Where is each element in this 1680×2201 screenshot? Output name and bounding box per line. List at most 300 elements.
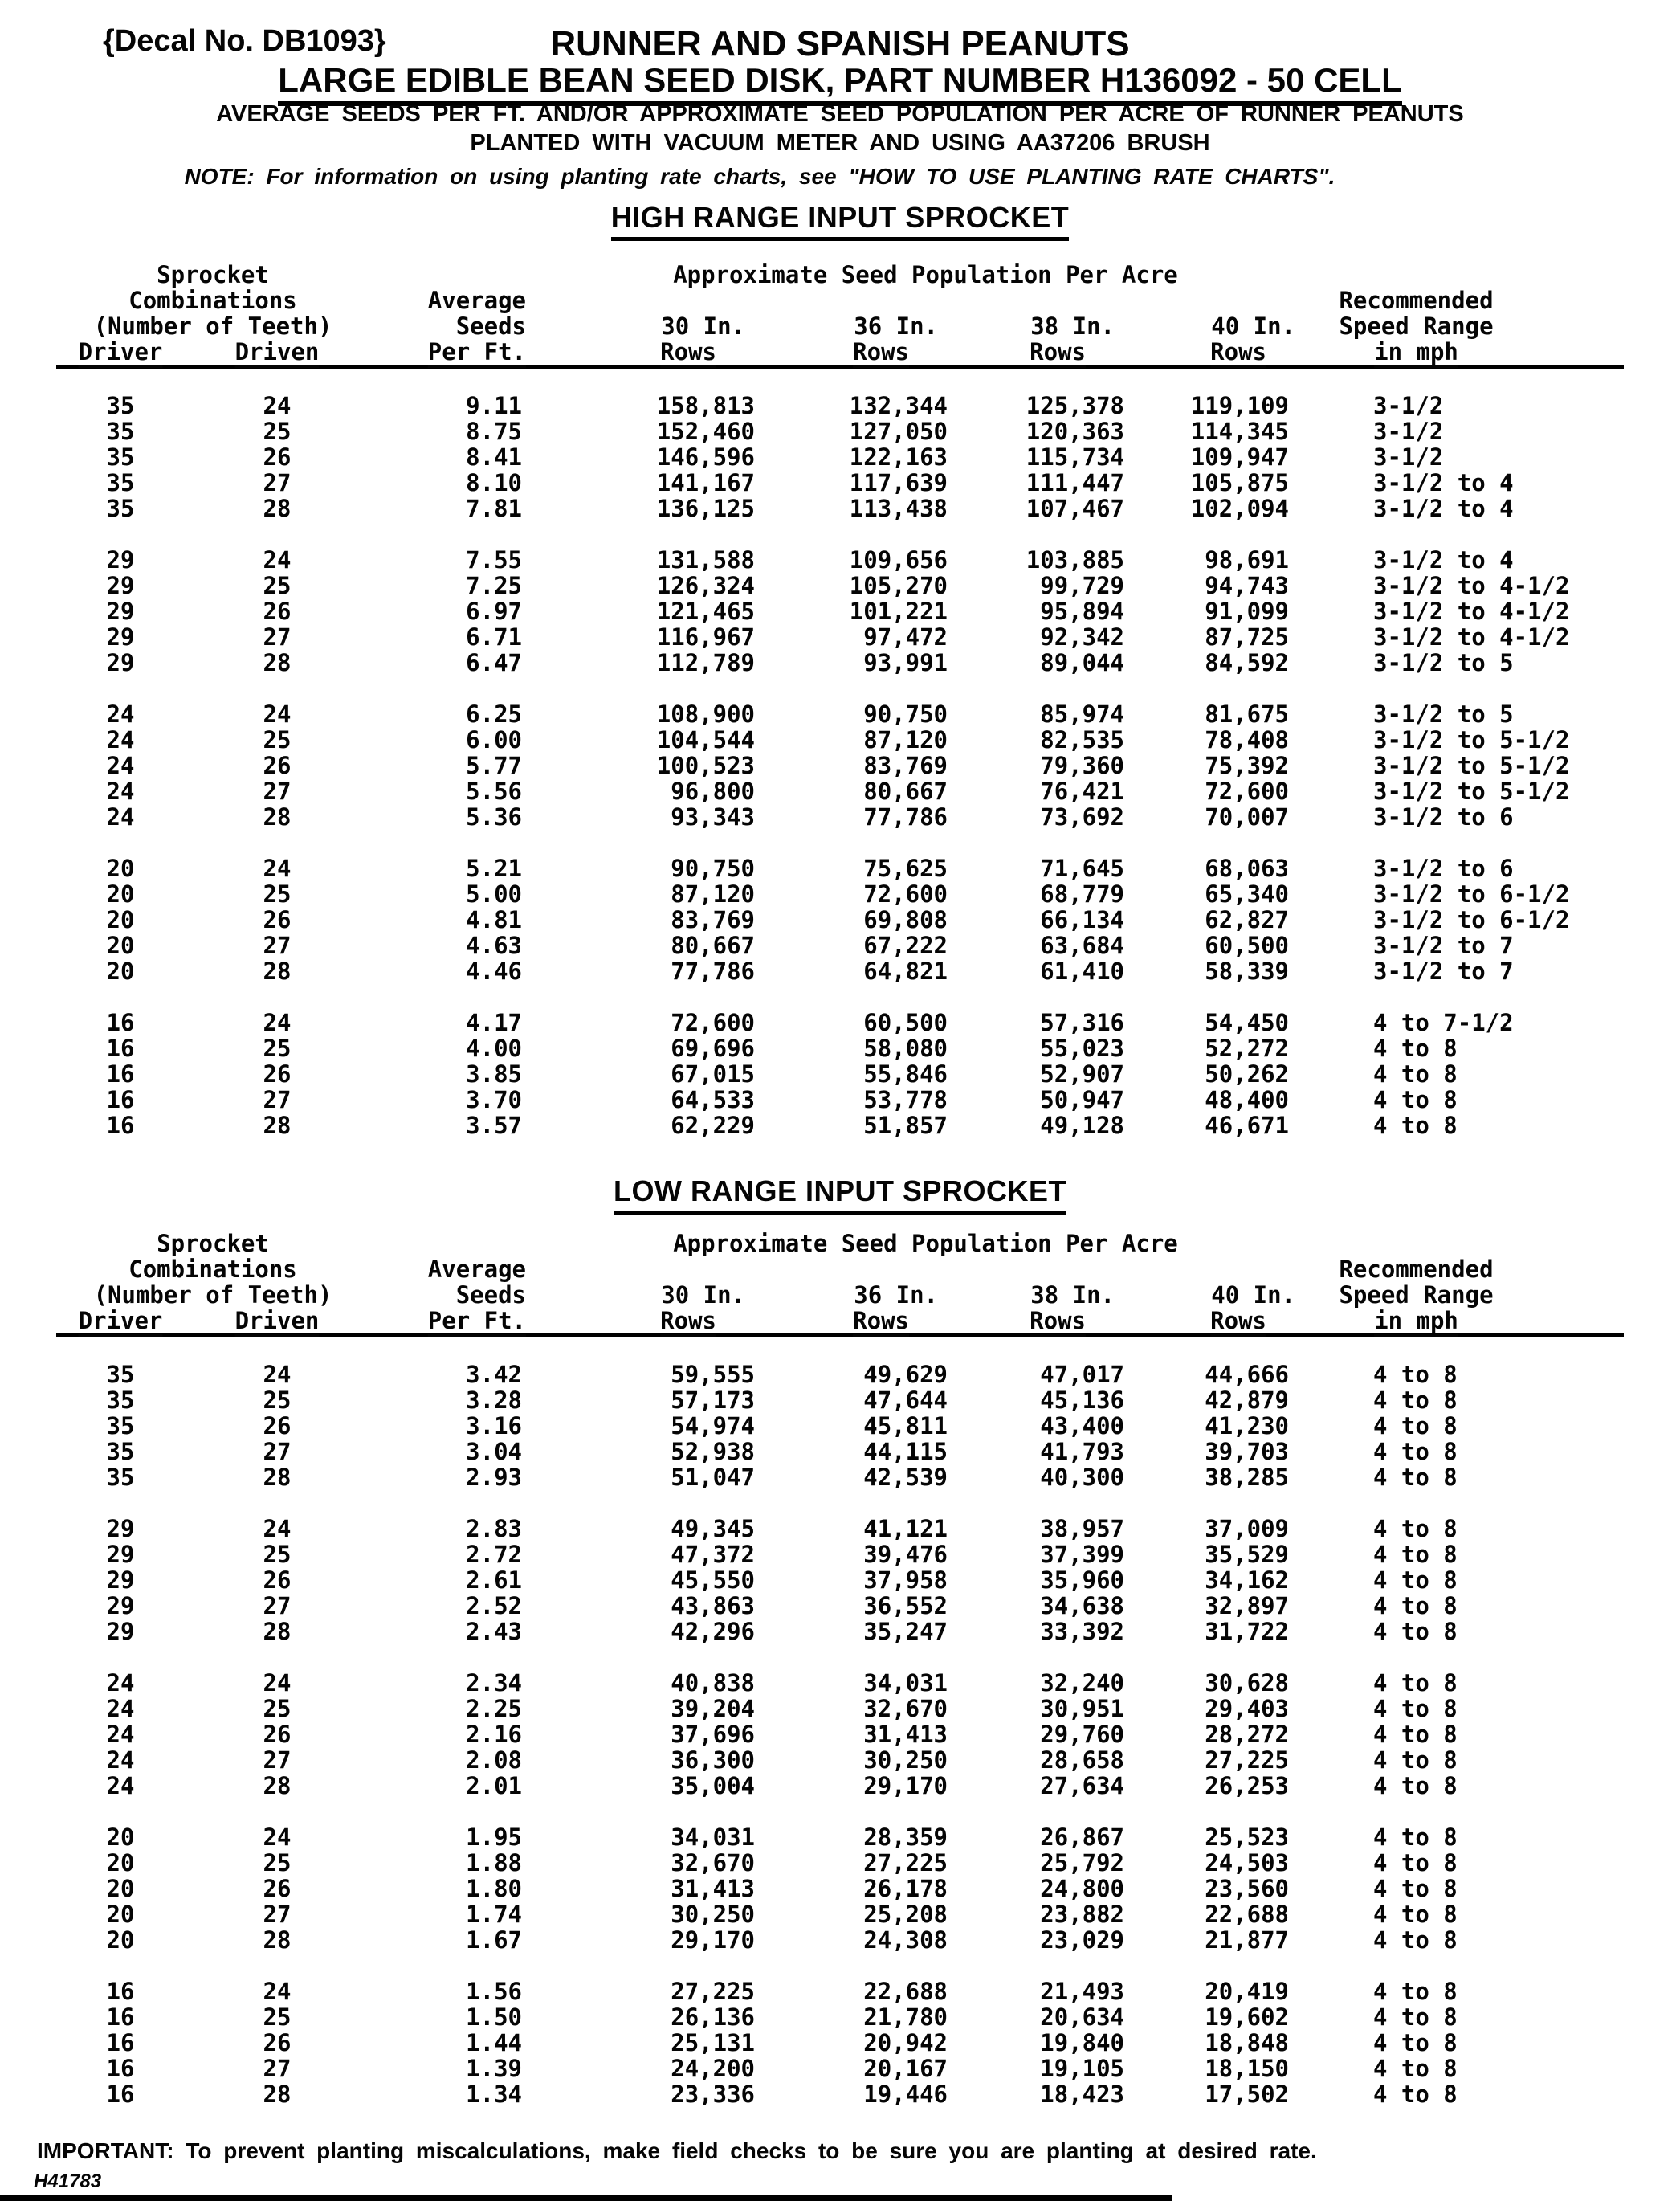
table-cell: 19,446: [863, 2081, 948, 2108]
table-cell: 79,360: [1040, 752, 1124, 779]
table-cell: 35,004: [671, 1772, 755, 1799]
table-cell: 40,300: [1040, 1464, 1124, 1491]
subtitle-line-2: PLANTED WITH VACUUM METER AND USING AA37206 BRUSH: [470, 130, 1210, 156]
table-cell: 25: [263, 2003, 292, 2031]
table-cell: 35,247: [863, 1618, 948, 1645]
table-cell: 60,500: [863, 1009, 948, 1036]
table-cell: 26: [263, 2029, 292, 2056]
table-row: [56, 1516, 1624, 1542]
table-cell: 72,600: [1205, 778, 1289, 805]
table-cell: 31,413: [863, 1721, 948, 1748]
teeth-header: (Number of Teeth): [93, 1281, 332, 1309]
table-cell: 3-1/2 to 4-1/2: [1373, 623, 1570, 651]
col-40in: 40 In.: [1211, 312, 1295, 340]
table-row: [56, 881, 1624, 907]
table-cell: 77,786: [671, 958, 755, 985]
table-cell: 59,555: [671, 1361, 755, 1388]
table-cell: 141,167: [656, 469, 755, 496]
table-cell: 29: [106, 546, 135, 574]
table-cell: 75,392: [1205, 752, 1289, 779]
table-cell: 21,780: [863, 2003, 948, 2031]
table-cell: 90,750: [863, 700, 948, 728]
table-cell: 85,974: [1040, 700, 1124, 728]
table-cell: 4 to 8: [1373, 1695, 1458, 1722]
table-cell: 58,339: [1205, 958, 1289, 985]
table-cell: 83,769: [863, 752, 948, 779]
table-cell: 5.21: [466, 855, 522, 882]
table-cell: 4 to 8: [1373, 1386, 1458, 1414]
average-header: Average: [427, 1256, 526, 1283]
table-row: [56, 1542, 1624, 1567]
table-row: [56, 598, 1624, 624]
table-cell: 132,344: [849, 392, 948, 419]
table-cell: 24: [263, 546, 292, 574]
table-cell: 120,363: [1026, 418, 1124, 445]
table-cell: 20: [106, 932, 135, 959]
table-cell: 20,634: [1040, 2003, 1124, 2031]
table-cell: 4.81: [466, 906, 522, 933]
table-cell: 62,827: [1205, 906, 1289, 933]
table-cell: 55,023: [1040, 1035, 1124, 1062]
table-cell: 25,792: [1040, 1849, 1124, 1876]
driven-header: Driven: [234, 338, 320, 365]
col-36in: 36 In.: [854, 1281, 938, 1309]
table-cell: 4 to 8: [1373, 1772, 1458, 1799]
table-cell: 31,722: [1205, 1618, 1289, 1645]
table-cell: 73,692: [1040, 803, 1124, 831]
table-cell: 4 to 8: [1373, 1541, 1458, 1568]
table-cell: 67,015: [671, 1060, 755, 1088]
important-footer: IMPORTANT: To prevent planting miscalculations, make field checks to be sure you are planting at desired rate.: [37, 2138, 1317, 2163]
table-cell: 81,675: [1205, 700, 1289, 728]
group-spacer: [56, 1644, 1624, 1670]
table-cell: 44,666: [1205, 1361, 1289, 1388]
table-cell: 24: [106, 726, 135, 753]
table-cell: 27: [263, 1746, 292, 1774]
table-cell: 28,359: [863, 1823, 948, 1851]
table-cell: 121,465: [656, 598, 755, 625]
table-cell: 24: [106, 1721, 135, 1748]
table-cell: 29: [106, 1592, 135, 1619]
table-cell: 35: [106, 1412, 135, 1439]
note-text: NOTE: For information on using planting rate charts, see "HOW TO USE PLANTING RATE CHARTS".: [184, 164, 1335, 189]
table-cell: 37,399: [1040, 1541, 1124, 1568]
table-cell: 27,225: [863, 1849, 948, 1876]
table-cell: 2.83: [466, 1515, 522, 1542]
table-cell: 29,170: [671, 1926, 755, 1954]
table-row: [56, 1413, 1624, 1439]
table-cell: 3-1/2 to 6-1/2: [1373, 880, 1570, 908]
table-cell: 2.93: [466, 1464, 522, 1491]
table-cell: 26,136: [671, 2003, 755, 2031]
table-cell: 45,811: [863, 1412, 948, 1439]
table-cell: 5.00: [466, 880, 522, 908]
table-cell: 20,942: [863, 2029, 948, 2056]
table-cell: 109,656: [849, 546, 948, 574]
table-cell: 4 to 8: [1373, 2029, 1458, 2056]
table-cell: 25,208: [863, 1901, 948, 1928]
table-cell: 26: [263, 906, 292, 933]
table-cell: 28: [263, 1926, 292, 1954]
table-cell: 126,324: [656, 572, 755, 599]
speed-range-header: Speed Range: [1339, 312, 1494, 340]
rows-header: Rows: [853, 1307, 909, 1334]
table-cell: 16: [106, 2029, 135, 2056]
table-cell: 35: [106, 1438, 135, 1465]
table-cell: 35: [106, 1464, 135, 1491]
recommended-header: Recommended: [1339, 1256, 1494, 1283]
table-cell: 16: [106, 1112, 135, 1139]
table-cell: 96,800: [671, 778, 755, 805]
table-cell: 25: [263, 1695, 292, 1722]
table-cell: 16: [106, 2003, 135, 2031]
table-cell: 3-1/2 to 5-1/2: [1373, 752, 1570, 779]
table-cell: 3-1/2 to 5-1/2: [1373, 778, 1570, 805]
table-cell: 49,345: [671, 1515, 755, 1542]
seeds-header: Seeds: [455, 312, 526, 340]
col-30in: 30 In.: [661, 312, 745, 340]
table-cell: 87,725: [1205, 623, 1289, 651]
table-cell: 5.77: [466, 752, 522, 779]
table-cell: 61,410: [1040, 958, 1124, 985]
table-cell: 4 to 8: [1373, 1901, 1458, 1928]
table-cell: 24: [106, 1695, 135, 1722]
table-cell: 4 to 8: [1373, 2055, 1458, 2082]
table-cell: 41,230: [1205, 1412, 1289, 1439]
table-cell: 22,688: [863, 1978, 948, 2005]
table-cell: 25: [263, 572, 292, 599]
table-cell: 35: [106, 392, 135, 419]
scan-artifact-bar: [0, 2195, 1172, 2201]
low-range-heading: [0, 1174, 1680, 1215]
table-cell: 100,523: [656, 752, 755, 779]
table-cell: 4 to 8: [1373, 1060, 1458, 1088]
table-row: [56, 547, 1624, 573]
table-cell: 4 to 8: [1373, 1823, 1458, 1851]
table-cell: 29: [106, 572, 135, 599]
table-cell: 29: [106, 1618, 135, 1645]
table-cell: 105,270: [849, 572, 948, 599]
table-cell: 69,696: [671, 1035, 755, 1062]
table-cell: 72,600: [863, 880, 948, 908]
table-cell: 20: [106, 1849, 135, 1876]
table-row: [56, 1593, 1624, 1619]
table-cell: 26: [263, 1412, 292, 1439]
table-row: [56, 1035, 1624, 1061]
table-cell: 2.43: [466, 1618, 522, 1645]
table-cell: 4 to 8: [1373, 1618, 1458, 1645]
table-cell: 24: [263, 1823, 292, 1851]
table-cell: 28: [263, 1618, 292, 1645]
note-line: [0, 164, 1680, 190]
table-cell: 29,403: [1205, 1695, 1289, 1722]
table-cell: 20: [106, 1823, 135, 1851]
table-cell: 17,502: [1205, 2081, 1289, 2108]
table-cell: 2.16: [466, 1721, 522, 1748]
table-cell: 27,225: [671, 1978, 755, 2005]
table-cell: 1.67: [466, 1926, 522, 1954]
table-cell: 1.34: [466, 2081, 522, 2108]
table-cell: 18,848: [1205, 2029, 1289, 2056]
table-cell: 4 to 8: [1373, 1746, 1458, 1774]
population-title: Approximate Seed Population Per Acre: [673, 1230, 1178, 1257]
table-cell: 53,778: [863, 1086, 948, 1113]
table-row: [56, 470, 1624, 496]
table-cell: 108,900: [656, 700, 755, 728]
table-cell: 6.71: [466, 623, 522, 651]
table-cell: 27,634: [1040, 1772, 1124, 1799]
table-cell: 3.85: [466, 1060, 522, 1088]
table-cell: 27,225: [1205, 1746, 1289, 1774]
table-cell: 47,644: [863, 1386, 948, 1414]
table-row: [56, 907, 1624, 933]
table-cell: 6.97: [466, 598, 522, 625]
table-cell: 3-1/2 to 4: [1373, 495, 1514, 522]
table-row: [56, 1747, 1624, 1773]
table-cell: 94,743: [1205, 572, 1289, 599]
table-row: [56, 1336, 1624, 1388]
table-cell: 45,550: [671, 1566, 755, 1594]
per-ft-header: Per Ft.: [427, 338, 526, 365]
table-row: [56, 1978, 1624, 2004]
table-cell: 3-1/2: [1373, 418, 1444, 445]
table-row: [56, 1901, 1624, 1927]
table-cell: 24: [106, 1772, 135, 1799]
table-cell: 3-1/2 to 4: [1373, 546, 1514, 574]
table-cell: 104,544: [656, 726, 755, 753]
table-cell: 4 to 8: [1373, 1669, 1458, 1697]
table-cell: 48,400: [1205, 1086, 1289, 1113]
high-range-heading: [0, 201, 1680, 241]
table-cell: 8.10: [466, 469, 522, 496]
table-cell: 28: [263, 2081, 292, 2108]
table-cell: 29: [106, 1566, 135, 1594]
table-cell: 28,272: [1205, 1721, 1289, 1748]
table-cell: 2.01: [466, 1772, 522, 1799]
table-cell: 42,879: [1205, 1386, 1289, 1414]
table-cell: 1.95: [466, 1823, 522, 1851]
table-cell: 109,947: [1190, 443, 1289, 471]
table-cell: 52,272: [1205, 1035, 1289, 1062]
table-cell: 87,120: [671, 880, 755, 908]
high-range-table-header: [56, 262, 1624, 367]
table-cell: 4 to 8: [1373, 1412, 1458, 1439]
subtitle-line-1: AVERAGE SEEDS PER FT. AND/OR APPROXIMATE SEED POPULATION PER ACRE OF RUNNER PEANUTS: [216, 101, 1464, 127]
table-cell: 3-1/2 to 7: [1373, 932, 1514, 959]
table-cell: 105,875: [1190, 469, 1289, 496]
table-cell: 16: [106, 1978, 135, 2005]
group-spacer: [56, 1490, 1624, 1516]
table-cell: 80,667: [863, 778, 948, 805]
table-cell: 1.74: [466, 1901, 522, 1928]
table-cell: 39,703: [1205, 1438, 1289, 1465]
table-cell: 112,789: [656, 649, 755, 676]
table-cell: 70,007: [1205, 803, 1289, 831]
table-cell: 30,951: [1040, 1695, 1124, 1722]
table-cell: 95,894: [1040, 598, 1124, 625]
table-cell: 39,204: [671, 1695, 755, 1722]
table-cell: 29: [106, 1541, 135, 1568]
table-cell: 4 to 8: [1373, 1875, 1458, 1902]
table-cell: 3-1/2 to 6: [1373, 855, 1514, 882]
table-cell: 35,529: [1205, 1541, 1289, 1568]
table-cell: 62,229: [671, 1112, 755, 1139]
table-cell: 80,667: [671, 932, 755, 959]
table-cell: 4.00: [466, 1035, 522, 1062]
table-cell: 65,340: [1205, 880, 1289, 908]
table-cell: 44,115: [863, 1438, 948, 1465]
table-cell: 101,221: [849, 598, 948, 625]
group-spacer: [56, 1953, 1624, 1978]
table-cell: 34,638: [1040, 1592, 1124, 1619]
table-cell: 35,960: [1040, 1566, 1124, 1594]
table-cell: 64,821: [863, 958, 948, 985]
table-cell: 31,413: [671, 1875, 755, 1902]
table-cell: 30,250: [863, 1746, 948, 1774]
table-cell: 93,343: [671, 803, 755, 831]
table-cell: 4 to 8: [1373, 1849, 1458, 1876]
table-cell: 24: [263, 1978, 292, 2005]
table-cell: 37,958: [863, 1566, 948, 1594]
table-cell: 34,031: [863, 1669, 948, 1697]
table-cell: 32,670: [671, 1849, 755, 1876]
table-cell: 3.04: [466, 1438, 522, 1465]
table-cell: 24: [263, 1669, 292, 1697]
table-cell: 1.44: [466, 2029, 522, 2056]
table-row: [56, 753, 1624, 778]
low-range-table-body: [56, 1336, 1624, 2108]
table-cell: 122,163: [849, 443, 948, 471]
table-cell: 4 to 8: [1373, 1112, 1458, 1139]
table-cell: 23,882: [1040, 1901, 1124, 1928]
table-row: [56, 2056, 1624, 2081]
table-cell: 34,031: [671, 1823, 755, 1851]
table-cell: 68,063: [1205, 855, 1289, 882]
col-38in: 38 In.: [1030, 1281, 1115, 1309]
table-cell: 45,136: [1040, 1386, 1124, 1414]
table-cell: 115,734: [1026, 443, 1124, 471]
table-cell: 25: [263, 418, 292, 445]
table-cell: 32,670: [863, 1695, 948, 1722]
table-row: [56, 1010, 1624, 1035]
group-spacer: [56, 830, 1624, 855]
table-cell: 24: [106, 778, 135, 805]
rows-header: Rows: [1030, 338, 1086, 365]
seeds-header: Seeds: [455, 1281, 526, 1309]
table-cell: 99,729: [1040, 572, 1124, 599]
header-line-1: [0, 24, 1680, 61]
table-cell: 50,947: [1040, 1086, 1124, 1113]
table-cell: 55,846: [863, 1060, 948, 1088]
table-cell: 28: [263, 1112, 292, 1139]
driven-header: Driven: [234, 1307, 320, 1334]
table-cell: 3-1/2 to 5-1/2: [1373, 726, 1570, 753]
table-cell: 3-1/2 to 4: [1373, 469, 1514, 496]
table-cell: 57,173: [671, 1386, 755, 1414]
table-cell: 51,047: [671, 1464, 755, 1491]
table-cell: 131,588: [656, 546, 755, 574]
high-range-table-body: [56, 367, 1624, 1139]
table-cell: 35: [106, 469, 135, 496]
table-cell: 50,262: [1205, 1060, 1289, 1088]
table-cell: 35: [106, 1361, 135, 1388]
table-cell: 24: [263, 855, 292, 882]
table-cell: 36,300: [671, 1746, 755, 1774]
table-cell: 24: [263, 1009, 292, 1036]
table-cell: 107,467: [1026, 495, 1124, 522]
table-cell: 4 to 8: [1373, 1361, 1458, 1388]
table-cell: 7.55: [466, 546, 522, 574]
table-cell: 25: [263, 1035, 292, 1062]
table-cell: 3.28: [466, 1386, 522, 1414]
table-cell: 20: [106, 855, 135, 882]
table-cell: 26: [263, 1060, 292, 1088]
part-number-title-text: LARGE EDIBLE BEAN SEED DISK, PART NUMBER H136092 - 50 CELL: [278, 61, 1401, 106]
table-cell: 38,285: [1205, 1464, 1289, 1491]
table-row: [56, 804, 1624, 830]
table-cell: 4 to 8: [1373, 1086, 1458, 1113]
table-cell: 37,696: [671, 1721, 755, 1748]
table-cell: 76,421: [1040, 778, 1124, 805]
table-cell: 20: [106, 1901, 135, 1928]
table-cell: 90,750: [671, 855, 755, 882]
table-cell: 26: [263, 598, 292, 625]
table-cell: 146,596: [656, 443, 755, 471]
table-row: [56, 855, 1624, 881]
table-row: [56, 1696, 1624, 1721]
table-cell: 127,050: [849, 418, 948, 445]
table-cell: 34,162: [1205, 1566, 1289, 1594]
table-cell: 16: [106, 2055, 135, 2082]
rows-header: Rows: [660, 338, 716, 365]
table-cell: 75,625: [863, 855, 948, 882]
table-cell: 28: [263, 958, 292, 985]
table-cell: 27: [263, 623, 292, 651]
table-row: [56, 2004, 1624, 2030]
table-cell: 24,308: [863, 1926, 948, 1954]
table-cell: 9.11: [466, 392, 522, 419]
table-cell: 27: [263, 1901, 292, 1928]
table-cell: 20: [106, 1926, 135, 1954]
table-row: [56, 1387, 1624, 1413]
table-row: [56, 650, 1624, 676]
table-row: [56, 1619, 1624, 1644]
table-cell: 25: [263, 880, 292, 908]
table-cell: 91,099: [1205, 598, 1289, 625]
table-row: [56, 2081, 1624, 2107]
table-cell: 32,240: [1040, 1669, 1124, 1697]
table-cell: 24,200: [671, 2055, 755, 2082]
table-cell: 98,691: [1205, 546, 1289, 574]
table-row: [56, 1113, 1624, 1138]
table-cell: 24: [106, 1669, 135, 1697]
in-mph-header: in mph: [1374, 338, 1458, 365]
table-row: [56, 1773, 1624, 1799]
table-cell: 24: [263, 1361, 292, 1388]
table-cell: 1.50: [466, 2003, 522, 2031]
table-cell: 19,840: [1040, 2029, 1124, 2056]
col-38in: 38 In.: [1030, 312, 1115, 340]
table-row: [56, 1850, 1624, 1876]
col-40in: 40 In.: [1211, 1281, 1295, 1309]
table-cell: 3-1/2 to 6-1/2: [1373, 906, 1570, 933]
group-spacer: [56, 521, 1624, 547]
table-row: [56, 701, 1624, 727]
table-cell: 42,296: [671, 1618, 755, 1645]
table-row: [56, 1061, 1624, 1087]
table-cell: 41,121: [863, 1515, 948, 1542]
low-range-heading-text: LOW RANGE INPUT SPROCKET: [614, 1174, 1066, 1215]
